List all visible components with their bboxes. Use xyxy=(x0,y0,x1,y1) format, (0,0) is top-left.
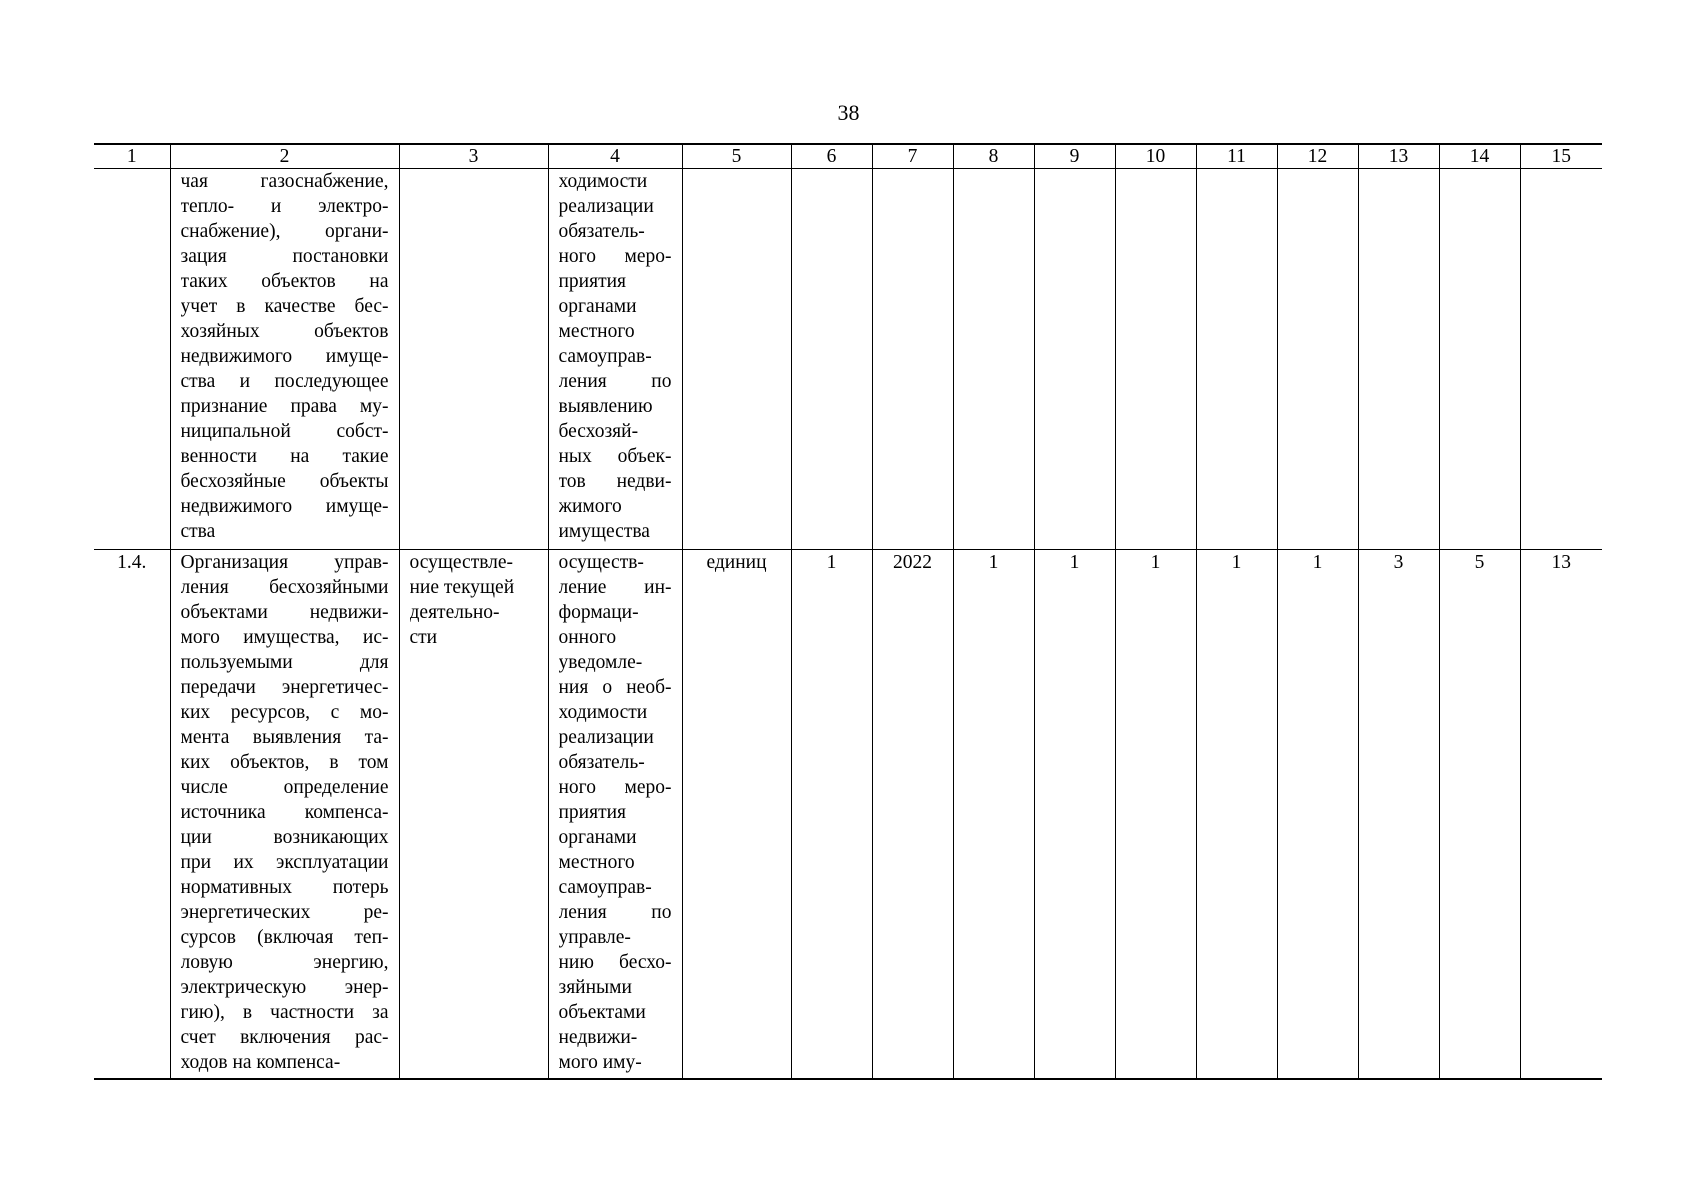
cell-description xyxy=(170,550,399,1080)
cell-text-line: нию бесхо- xyxy=(558,952,672,973)
cell-col15 xyxy=(1520,169,1602,550)
cell-text-line: тов недви- xyxy=(558,471,672,492)
cell-col12: 1 xyxy=(1277,550,1358,1080)
cell-text-line: мого иму- xyxy=(558,1052,642,1073)
cell-text-line: мента выявления та- xyxy=(180,727,389,748)
cell-mechanism xyxy=(399,550,548,1080)
cell-text-line: чая газоснабжение, xyxy=(180,171,389,192)
cell-text-line: ходов на компенса- xyxy=(180,1052,341,1073)
cell-text-line: онного xyxy=(558,627,617,648)
cell-col11 xyxy=(1196,169,1277,550)
cell-text-line: ходимости xyxy=(558,171,648,192)
cell-text-line: пользуемыми для xyxy=(180,652,389,673)
cell-text-line: источника компенса- xyxy=(180,802,389,823)
cell-text-line: снабжение), органи- xyxy=(180,221,389,242)
cell-text-line: ниципальной собст- xyxy=(180,421,389,442)
cell-text-line: реализации xyxy=(558,727,654,748)
cell-indicator xyxy=(548,550,682,1080)
col-header-10: 10 xyxy=(1115,144,1196,169)
cell-col10 xyxy=(1115,169,1196,550)
col-header-14: 14 xyxy=(1439,144,1520,169)
col-header-15: 15 xyxy=(1520,144,1602,169)
cell-text-line: нормативных потерь xyxy=(180,877,389,898)
cell-unit: единиц xyxy=(682,550,791,1080)
cell-text-line: органами xyxy=(558,296,637,317)
cell-text-line: мого имущества, ис- xyxy=(180,627,389,648)
cell-text-line: объектами недвижи- xyxy=(180,602,389,623)
cell-text-line: при их эксплуатации xyxy=(180,852,389,873)
col-header-9: 9 xyxy=(1034,144,1115,169)
cell-text-line: тепло- и электро- xyxy=(180,196,389,217)
page-number: 38 xyxy=(837,100,860,125)
cell-text-line: сти xyxy=(409,627,438,648)
column-number-row xyxy=(94,144,1602,169)
col-header-4: 4 xyxy=(548,144,682,169)
cell-text-line: имущества xyxy=(558,521,650,542)
cell-col9: 1 xyxy=(1034,550,1115,1080)
cell-col7 xyxy=(872,169,953,550)
cell-text-line: обязатель- xyxy=(558,221,645,242)
cell-text-line: ления по xyxy=(558,902,672,923)
col-header-2: 2 xyxy=(170,144,399,169)
cell-text-line: ства и последующее xyxy=(180,371,389,392)
cell-text-line: осуществле- xyxy=(409,552,514,573)
cell-text-line: Организация управ- xyxy=(180,552,389,573)
cell-col10: 1 xyxy=(1115,550,1196,1080)
cell-text-line: ходимости xyxy=(558,702,648,723)
cell-text-line: ления по xyxy=(558,371,672,392)
cell-col11: 1 xyxy=(1196,550,1277,1080)
cell-text-line: зация постановки xyxy=(180,246,389,267)
cell-text-line: местного xyxy=(558,321,635,342)
cell-text-line: формаци- xyxy=(558,602,639,623)
cell-text-line: ние текущей xyxy=(409,577,515,598)
cell-col8 xyxy=(953,169,1034,550)
cell-text-line: числе определение xyxy=(180,777,389,798)
cell-text-line: передачи энергетичес- xyxy=(180,677,389,698)
cell-mechanism xyxy=(399,169,548,550)
cell-text-line: учет в качестве бес- xyxy=(180,296,389,317)
cell-text-line: венности на такие xyxy=(180,446,389,467)
cell-text-line: объектами xyxy=(558,1002,646,1023)
program-table xyxy=(94,143,1602,1080)
cell-indicator xyxy=(548,169,682,550)
cell-col13 xyxy=(1358,169,1439,550)
cell-text-line: реализации xyxy=(558,196,654,217)
cell-text-line: электрическую энер- xyxy=(180,977,389,998)
cell-text-line: зяйными xyxy=(558,977,632,998)
cell-col12 xyxy=(1277,169,1358,550)
col-header-12: 12 xyxy=(1277,144,1358,169)
cell-text-line: деятельно- xyxy=(409,602,500,623)
cell-col15: 13 xyxy=(1520,550,1602,1080)
cell-text-line: самоуправ- xyxy=(558,346,652,367)
cell-text-line: ловую энергию, xyxy=(180,952,389,973)
cell-text-line: бесхозяйные объекты xyxy=(180,471,389,492)
col-header-6: 6 xyxy=(791,144,872,169)
table-row-continuation xyxy=(94,169,1602,550)
cell-text-line: ния о необ- xyxy=(558,677,672,698)
cell-text-line: ства xyxy=(180,521,216,542)
cell-text-line: признание права му- xyxy=(180,396,389,417)
table-row-1-4 xyxy=(94,550,1602,1080)
cell-text-line: управле- xyxy=(558,927,631,948)
cell-text-line: приятия xyxy=(558,271,627,292)
cell-text-line: недвижи- xyxy=(558,1027,638,1048)
cell-text-line: хозяйных объектов xyxy=(180,321,389,342)
cell-text-line: местного xyxy=(558,852,635,873)
cell-unit xyxy=(682,169,791,550)
cell-text-line: приятия xyxy=(558,802,627,823)
col-header-8: 8 xyxy=(953,144,1034,169)
cell-col7: 2022 xyxy=(872,550,953,1080)
cell-text-line: самоуправ- xyxy=(558,877,652,898)
cell-col6 xyxy=(791,169,872,550)
cell-text-line: таких объектов на xyxy=(180,271,389,292)
cell-col14 xyxy=(1439,169,1520,550)
cell-text-line: ких объектов, в том xyxy=(180,752,389,773)
cell-text-line: ции возникающих xyxy=(180,827,389,848)
cell-text-line: ления бесхозяйными xyxy=(180,577,389,598)
cell-text-line: ного меро- xyxy=(558,246,672,267)
cell-text-line: уведомле- xyxy=(558,652,643,673)
cell-text-line: ление ин- xyxy=(558,577,672,598)
cell-text-line: энергетических ре- xyxy=(180,902,389,923)
cell-col6: 1 xyxy=(791,550,872,1080)
cell-text-line: бесхозяй- xyxy=(558,421,639,442)
cell-text-line: ких ресурсов, с мо- xyxy=(180,702,389,723)
col-header-11: 11 xyxy=(1196,144,1277,169)
col-header-3: 3 xyxy=(399,144,548,169)
cell-text-line: сурсов (включая теп- xyxy=(180,927,389,948)
cell-text-line: органами xyxy=(558,827,637,848)
cell-text-line: обязатель- xyxy=(558,752,645,773)
cell-index: 1.4. xyxy=(94,550,170,1080)
cell-text-line: жимого xyxy=(558,496,622,517)
col-header-13: 13 xyxy=(1358,144,1439,169)
cell-index xyxy=(94,169,170,550)
col-header-7: 7 xyxy=(872,144,953,169)
cell-text-line: недвижимого имуще- xyxy=(180,496,389,517)
cell-text-line: счет включения рас- xyxy=(180,1027,389,1048)
cell-text-line: ного меро- xyxy=(558,777,672,798)
cell-description xyxy=(170,169,399,550)
col-header-1: 1 xyxy=(94,144,170,169)
cell-text-line: гию), в частности за xyxy=(180,1002,389,1023)
cell-col8: 1 xyxy=(953,550,1034,1080)
col-header-5: 5 xyxy=(682,144,791,169)
cell-col14: 5 xyxy=(1439,550,1520,1080)
cell-text-line: выявлению xyxy=(558,396,653,417)
cell-text-line: ных объек- xyxy=(558,446,672,467)
cell-col9 xyxy=(1034,169,1115,550)
cell-col13: 3 xyxy=(1358,550,1439,1080)
cell-text-line: недвижимого имуще- xyxy=(180,346,389,367)
cell-text-line: осуществ- xyxy=(558,552,644,573)
